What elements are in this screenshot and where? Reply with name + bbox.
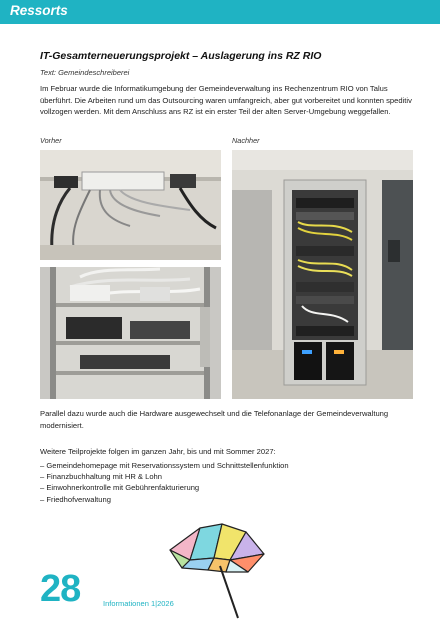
section-title: Ressorts bbox=[10, 3, 68, 18]
section-header-bar bbox=[0, 0, 440, 24]
list-item: – Gemeindehomepage mit Reservationssystem und Schnittstellenfunktion bbox=[40, 460, 412, 471]
project-list bbox=[40, 460, 412, 505]
photo-before-wall-cabling bbox=[40, 150, 221, 260]
article-title: IT-Gesamterneuerungsprojekt – Auslagerung ins RZ RIO bbox=[40, 50, 322, 62]
parasol-illustration bbox=[160, 520, 280, 625]
caption-before: Vorher bbox=[40, 136, 62, 145]
list-item: – Friedhofverwaltung bbox=[40, 494, 412, 505]
photo-after-server-rack bbox=[232, 150, 413, 399]
caption-after: Nachher bbox=[232, 136, 260, 145]
list-item: – Finanzbuchhaltung mit HR & Lohn bbox=[40, 471, 412, 482]
article-intro: Im Februar wurde die Informatikumgebung der Gemeindeverwaltung ins Rechenzentrum RIO von Talus überführt. Die Arbeiten rund um das Outsourcing waren umfangreich, aber gut vorbereitet und konnten speditiv vollzogen werden. Mit dem Anschluss ans RZ ist ein erster Teil der alten Server-Umgebung weggefallen. bbox=[40, 84, 412, 116]
publication-info: Informationen 1|2026 bbox=[103, 599, 174, 608]
article-paragraph-hardware: Parallel dazu wurde auch die Hardware ausgewechselt und die Telefonanlage der Gemeindeverwaltung modernisiert. bbox=[40, 409, 389, 430]
photo-before-shelf bbox=[40, 267, 221, 399]
list-item: – Einwohnerkontrolle mit Gebührenfakturierung bbox=[40, 482, 412, 493]
page-number: 28 bbox=[40, 568, 81, 610]
article-byline: Text: Gemeindeschreiberei bbox=[40, 68, 130, 77]
article-paragraph-projects: Weitere Teilprojekte folgen im ganzen Jahr, bis und mit Sommer 2027: bbox=[40, 447, 276, 456]
